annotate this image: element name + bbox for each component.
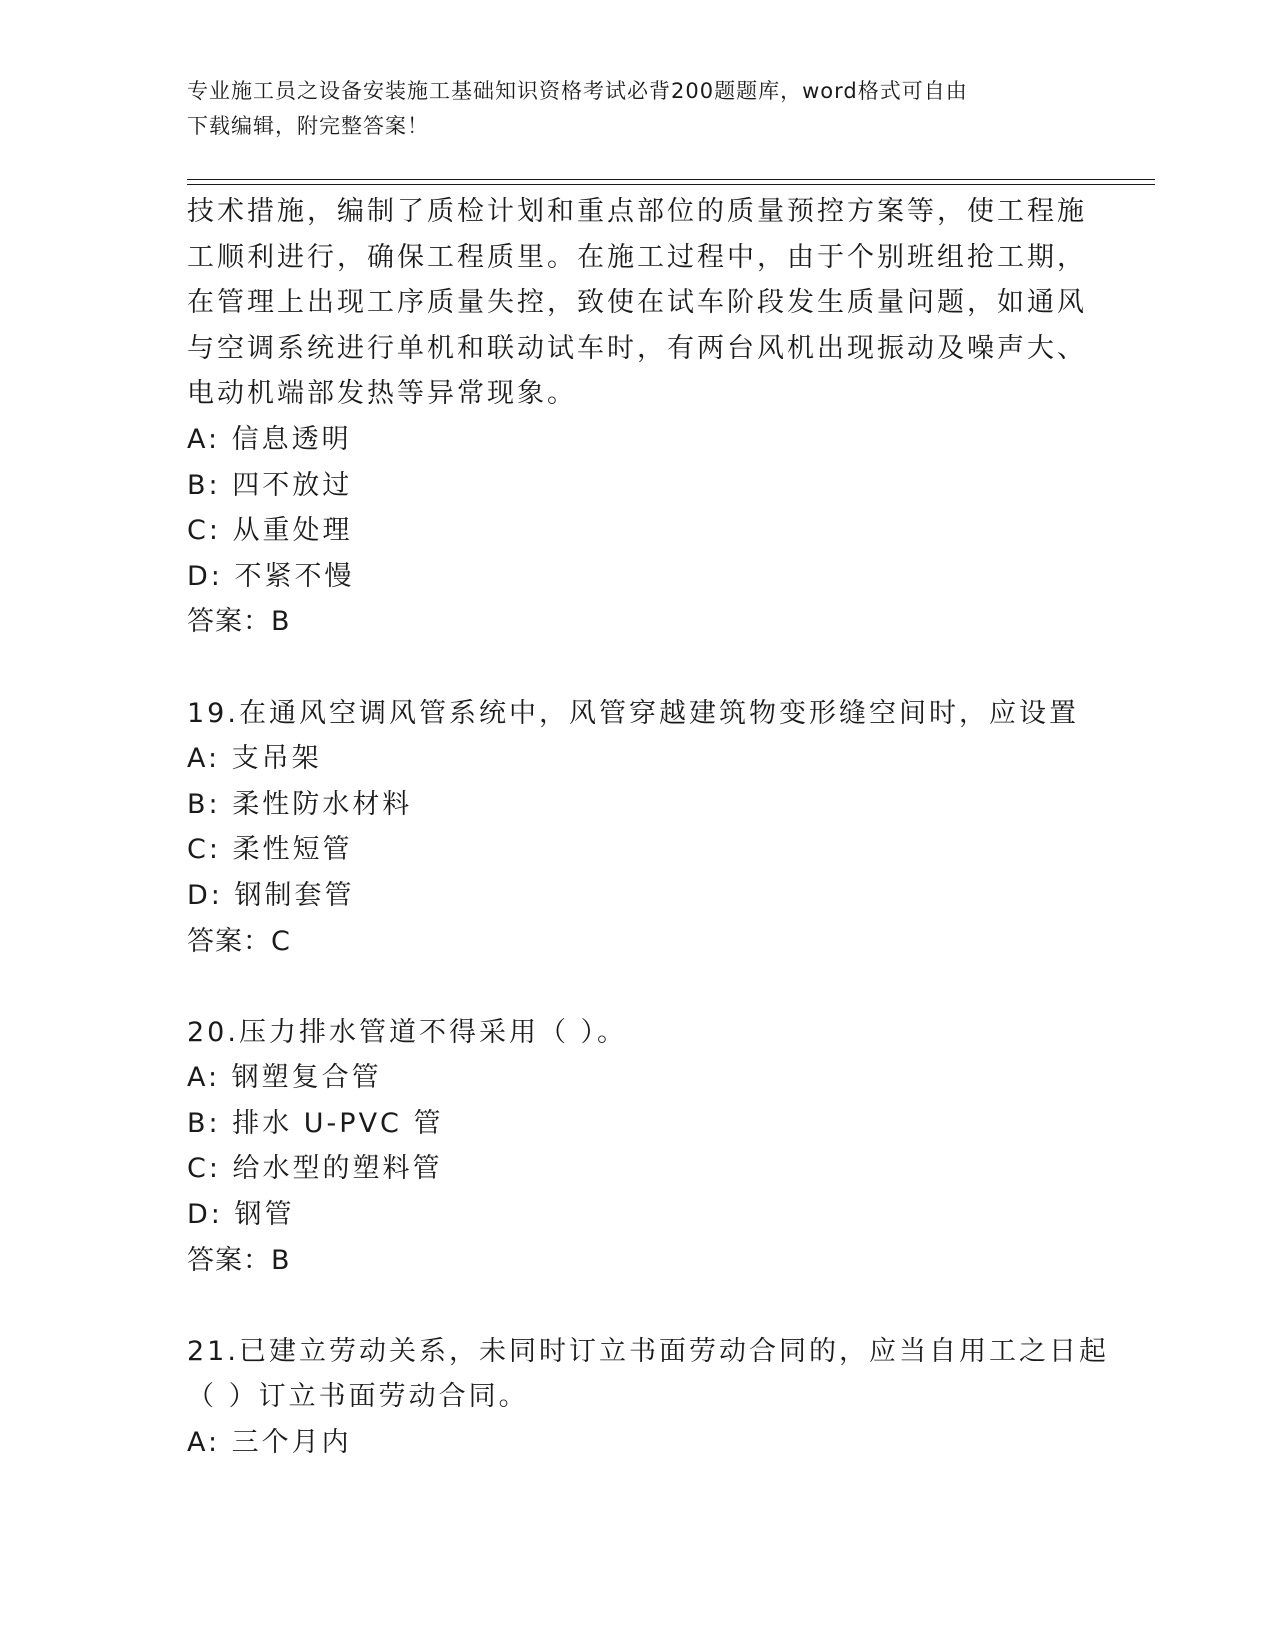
option-a: A: 信息透明 [187, 423, 352, 455]
question-text: 工顺利进行，确保工程质里。在施工过程中，由于个别班组抢工期， [187, 241, 1087, 273]
question-text: 20.压力排水管道不得采用（ ）。 [187, 1016, 628, 1048]
question-text: 21.已建立劳动关系，未同时订立书面劳动合同的，应当自用工之日起 [187, 1335, 1109, 1367]
header-line: 下载编辑，附完整答案！ [187, 114, 429, 138]
document-header [187, 74, 1087, 144]
question-20 [187, 1010, 1087, 1284]
header-divider [187, 184, 1155, 185]
question-text: 技术措施，编制了质检计划和重点部位的质量预控方案等，使工程施 [187, 196, 1087, 227]
option-d: D: 钢制套管 [187, 879, 355, 911]
header-line: 专业施工员之设备安装施工基础知识资格考试必背200题题库，word格式可自由 [187, 79, 968, 103]
question-text: 电动机端部发热等异常现象。 [187, 378, 577, 410]
question-list [187, 189, 1109, 1466]
option-c: C: 给水型的塑料管 [187, 1153, 443, 1185]
option-b: B: 四不放过 [187, 469, 353, 501]
question-19 [187, 691, 1087, 965]
option-c: C: 从重处理 [187, 515, 353, 547]
answer: 答案：B [187, 606, 291, 638]
question-text: 19.在通风空调风管系统中，风管穿越建筑物变形缝空间时，应设置 [187, 697, 1079, 729]
question-text: 与空调系统进行单机和联动试车时，有两台风机出现振动及噪声大、 [187, 332, 1087, 364]
answer: 答案：B [187, 1244, 291, 1276]
option-a: A: 支吊架 [187, 743, 322, 775]
option-c: C: 柔性短管 [187, 834, 353, 866]
header-divider [187, 179, 1155, 180]
option-a: A: 三个月内 [187, 1427, 352, 1459]
option-d: D: 不紧不慢 [187, 560, 355, 592]
option-b: B: 排水 U-PVC 管 [187, 1107, 444, 1139]
question-continuation [187, 189, 1087, 645]
question-text: 在管理上出现工序质量失控，致使在试车阶段发生质量问题，如通风 [187, 287, 1087, 319]
question-text: （ ）订立书面劳动合同。 [187, 1381, 529, 1413]
spacer [187, 1283, 1087, 1329]
spacer [187, 645, 1087, 691]
question-21 [187, 1329, 1109, 1466]
option-b: B: 柔性防水材料 [187, 788, 413, 820]
option-a: A: 钢塑复合管 [187, 1062, 382, 1094]
spacer [187, 964, 1087, 1010]
option-d: D: 钢管 [187, 1199, 295, 1231]
answer: 答案：C [187, 925, 291, 957]
